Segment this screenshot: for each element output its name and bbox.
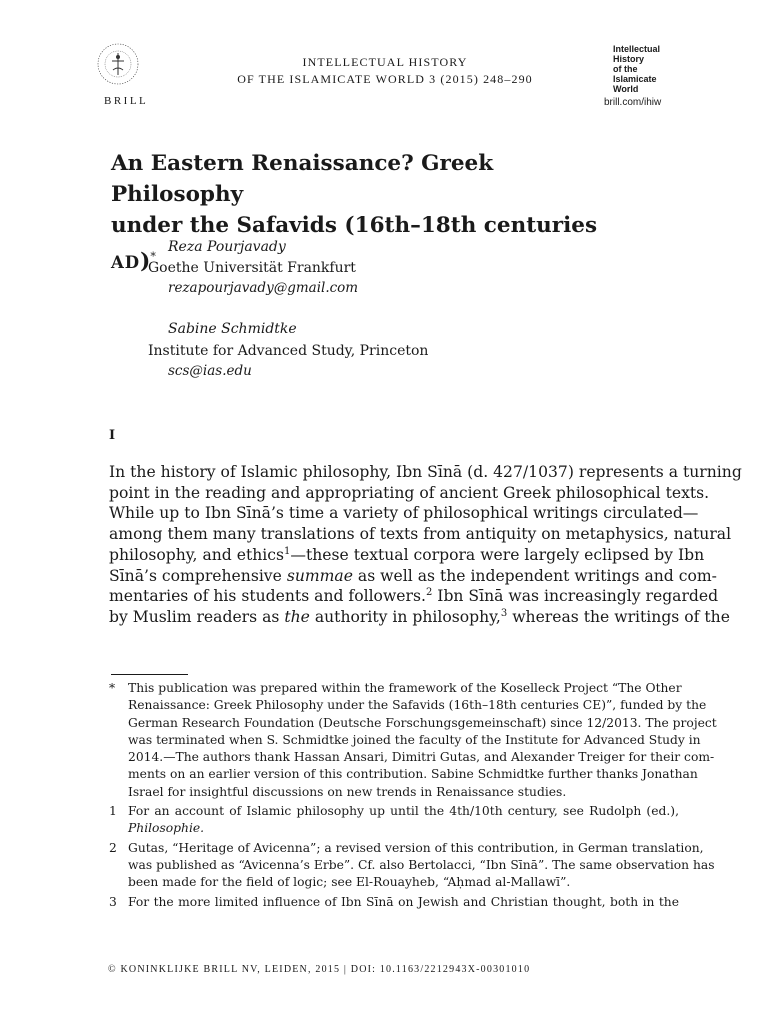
copyright-doi-footer: © KONINKLIJKE BRILL NV, LEIDEN, 2015 | DOI: 10.1163/2212943X-00301010 (108, 964, 531, 975)
footnote-mark: * (109, 681, 116, 695)
body-text-run: as well as the independent writings and com- (352, 566, 717, 585)
journal-url[interactable]: brill.com/ihiw (604, 97, 662, 108)
title-footnote-mark[interactable]: * (150, 250, 156, 263)
journal-header (200, 54, 570, 88)
author-name: Reza Pourjavady (168, 239, 286, 255)
body-text-run: by Muslim readers as (109, 607, 285, 626)
journal-title-line: INTELLECTUAL HISTORY (302, 55, 468, 69)
title-text: under the Safavids (16th–18th centuries (111, 213, 598, 238)
footnote-line: was terminated when S. Schmidtke joined the faculty of the Institute for Advanced Study in (128, 732, 701, 747)
article-title (111, 148, 631, 278)
brill-logo (96, 42, 140, 90)
footnote-ref[interactable]: 1 (284, 545, 291, 557)
footnote-star (109, 680, 717, 801)
footnote-line: was published as “Avicenna’s Erbe”. Cf. also Bertolacci, “Ibn Sīnā”. The same observation has (128, 857, 715, 872)
footnote-2 (109, 840, 715, 892)
journal-brand-logo (613, 44, 693, 94)
footnote-line: ments on an earlier version of this contribution. Sabine Schmidtke further thanks Jonathan (128, 767, 698, 782)
title-line: An Eastern Renaissance? Greek Philosophy (111, 151, 494, 207)
footnote-ref[interactable]: 2 (425, 587, 433, 599)
body-emphasis: summae (286, 566, 353, 585)
footnote-3 (109, 894, 679, 911)
footnote-divider (111, 674, 188, 675)
body-text-run: authority in philosophy, (309, 607, 501, 626)
brand-line: Intellectual (613, 44, 661, 54)
body-text-run: —these textual corpora were largely eclipsed by Ibn (290, 545, 705, 564)
body-text-run: Sīnā’s comprehensive (109, 566, 287, 585)
footnote-line: been made for the field of logic; see El-Rouayheb, “Aḥmad al-Mallawī”. (128, 875, 571, 890)
footnote-ref[interactable]: 3 (500, 607, 508, 619)
author-email[interactable]: scs@ias.edu (168, 363, 252, 379)
footnotes (109, 680, 717, 913)
footnote-line: German Research Foundation (Deutsche Forschungsgemeinschaft) since 12/2013. The project (128, 715, 717, 730)
body-line (109, 586, 719, 607)
body-line (109, 545, 705, 566)
author-affiliation: Goethe Universität Frankfurt (148, 260, 356, 276)
footnote-line: Israel for insightful discussions on new trends in Renaissance studies. (128, 784, 567, 799)
section-number: I (109, 428, 116, 443)
footnote-line: 2014.—The authors thank Hassan Ansari, Dimitri Gutas, and Alexander Treiger for their com- (128, 750, 715, 765)
footnote-line: For an account of Islamic philosophy up until the 4th/10th century, see Rudolph (ed.), (128, 804, 679, 819)
footnote-line: Gutas, “Heritage of Avicenna”; a revised version of this contribution, in German translation, (128, 840, 704, 855)
author-name: Sabine Schmidtke (168, 321, 297, 337)
footnote-mark: 2 (109, 840, 117, 855)
body-line (109, 566, 717, 587)
brand-line: of the (613, 64, 638, 74)
body-line: among them many translations of texts from antiquity on metaphysics, natural (109, 525, 732, 544)
author-email[interactable]: rezapourjavady@gmail.com (168, 280, 359, 296)
publisher-name: BRILL (104, 95, 149, 107)
author-affiliation: Institute for Advanced Study, Princeton (148, 343, 429, 359)
footnote-mark: 1 (109, 804, 117, 819)
body-line: point in the reading and appropriating of ancient Greek philosophical texts. (109, 483, 710, 502)
brand-line: History (613, 54, 645, 64)
footnote-line (128, 820, 679, 837)
body-paragraph (109, 462, 742, 628)
footnote-mark: 3 (109, 894, 117, 909)
body-line: While up to Ibn Sīnā’s time a variety of philosophical writings circulated— (109, 504, 699, 523)
title-era: AD (111, 253, 141, 273)
title-paren: ) (140, 249, 151, 275)
brand-line: Islamicate (613, 74, 657, 84)
footnote-emphasis: Philosophie. (128, 821, 205, 836)
body-line: In the history of Islamic philosophy, Ibn Sīnā (d. 427/1037) represents a turning (109, 463, 742, 481)
journal-issue-line: OF THE ISLAMICATE WORLD 3 (2015) 248–290 (237, 72, 533, 86)
body-text-run: Ibn Sīnā was increasingly regarded (432, 587, 719, 606)
body-text-run: philosophy, and ethics (109, 545, 284, 564)
brand-line: World (613, 84, 639, 94)
footnote-1 (109, 803, 679, 838)
body-text-run: mentaries of his students and followers. (109, 587, 426, 606)
body-line (109, 607, 730, 628)
footnote-line: For the more limited influence of Ibn Sīnā on Jewish and Christian thought, both in the (128, 894, 679, 909)
body-text-run: whereas the writings of the (507, 607, 730, 626)
footnote-line: This publication was prepared within the framework of the Koselleck Project “The Other (128, 681, 682, 695)
body-emphasis: the (284, 607, 310, 626)
footnote-line: Renaissance: Greek Philosophy under the Safavids (16th–18th centuries CE)”, funded by the (128, 698, 707, 713)
